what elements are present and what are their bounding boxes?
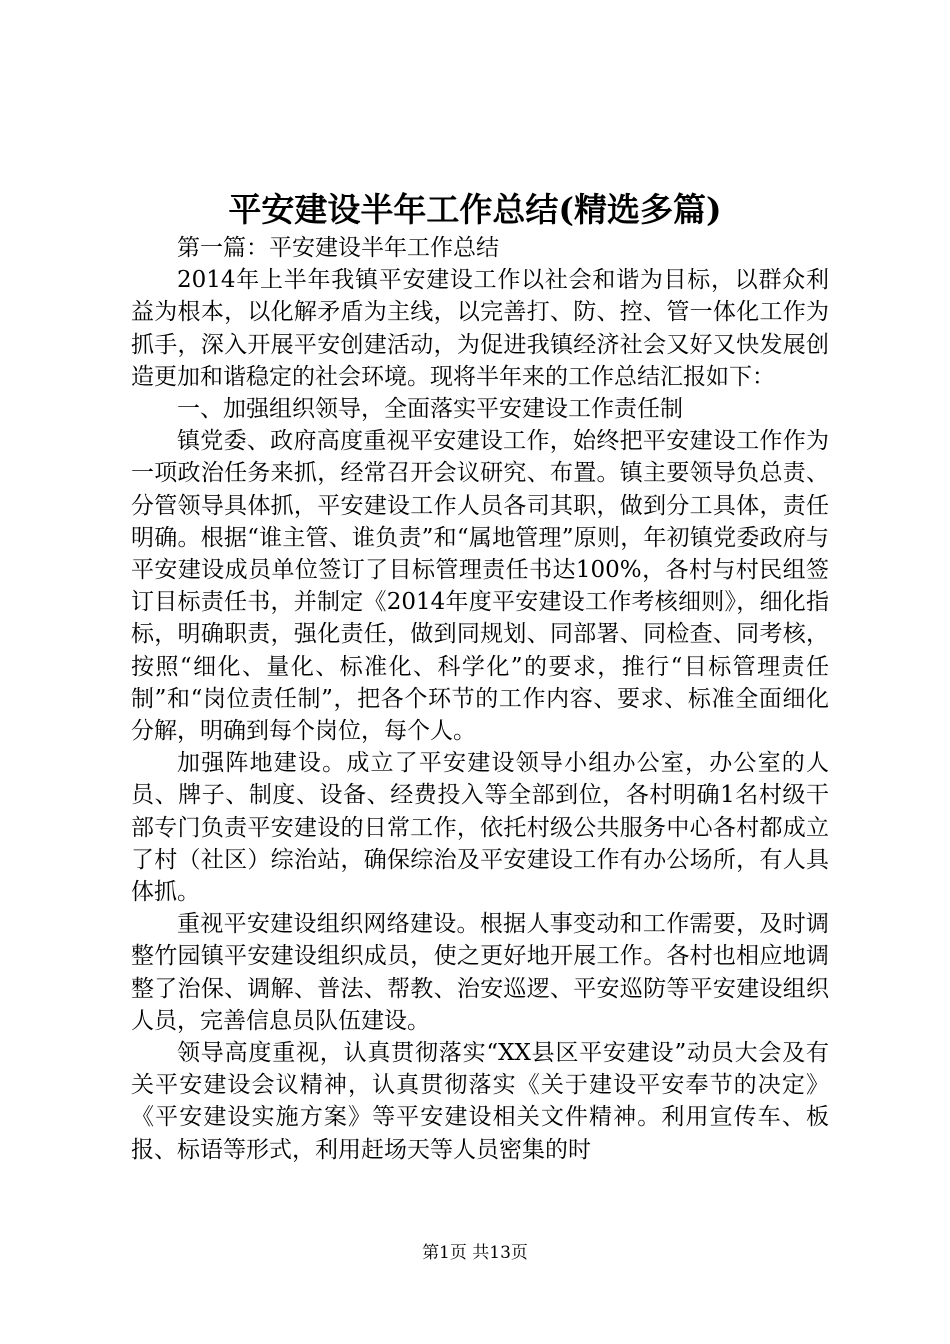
paragraph-subheading: 一、加强组织领导，全面落实平安建设工作责任制 xyxy=(177,396,683,423)
paragraph: 领导高度重视，认真贯彻落实“XX县区平安建设”动员大会及有关平安建设会议精神，认真贯彻落实《关于建设平安奉节的决定》《平安建设实施方案》等平安建设相关文件精神。利用宣传车、板报、标语等形式，利用赶场天等人员密集的时 xyxy=(131,1040,829,1163)
page-number: 第1页 xyxy=(422,1243,467,1263)
paragraph: 镇党委、政府高度重视平安建设工作，始终把平安建设工作作为一项政治任务来抓，经常召开会议研究、布置。镇主要领导负总责、分管领导具体抓，平安建设工作人员各司其职，做到分工具体，责任明确。根据“谁主管、谁负责”和“属地管理”原则，年初镇党委政府与平安建设成员单位签订了目标管理责任书达100%，各村与村民组签订目标责任书，并制定《2014年度平安建设工作考核细则》，细化指标，明确职责，强化责任，做到同规划、同部署、同检查、同考核，按照“细化、量化、标准化、科学化”的要求，推行“目标管理责任制”和“岗位责任制”，把各个环节的工作内容、要求、标准全面细化分解，明确到每个岗位，每个人。 xyxy=(131,428,829,745)
page-total: 共13页 xyxy=(472,1243,528,1263)
page-footer xyxy=(0,1242,950,1264)
paragraph-intro: 2014年上半年我镇平安建设工作以社会和谐为目标，以群众利益为根本，以化解矛盾为主线，以完善打、防、控、管一体化工作为抓手，深入开展平安创建活动，为促进我镇经济社会又好又快发展创造更加和谐稳定的社会环境。现将半年来的工作总结汇报如下： xyxy=(131,267,829,390)
paragraph-section-heading: 第一篇：平安建设半年工作总结 xyxy=(177,235,499,261)
paragraph: 重视平安建设组织网络建设。根据人事变动和工作需要，及时调整竹园镇平安建设组织成员，使之更好地开展工作。各村也相应地调整了治保、调解、普法、帮教、治安巡逻、平安巡防等平安建设组织人员，完善信息员队伍建设。 xyxy=(131,911,829,1034)
document-title: 平安建设半年工作总结(精选多篇) xyxy=(228,190,722,229)
document-body xyxy=(131,232,829,1166)
paragraph: 加强阵地建设。成立了平安建设领导小组办公室，办公室的人员、牌子、制度、设备、经费投入等全部到位，各村明确1名村级干部专门负责平安建设的日常工作，依托村级公共服务中心各村都成立了村（社区）综治站，确保综治及平安建设工作有办公场所，有人具体抓。 xyxy=(131,750,829,906)
